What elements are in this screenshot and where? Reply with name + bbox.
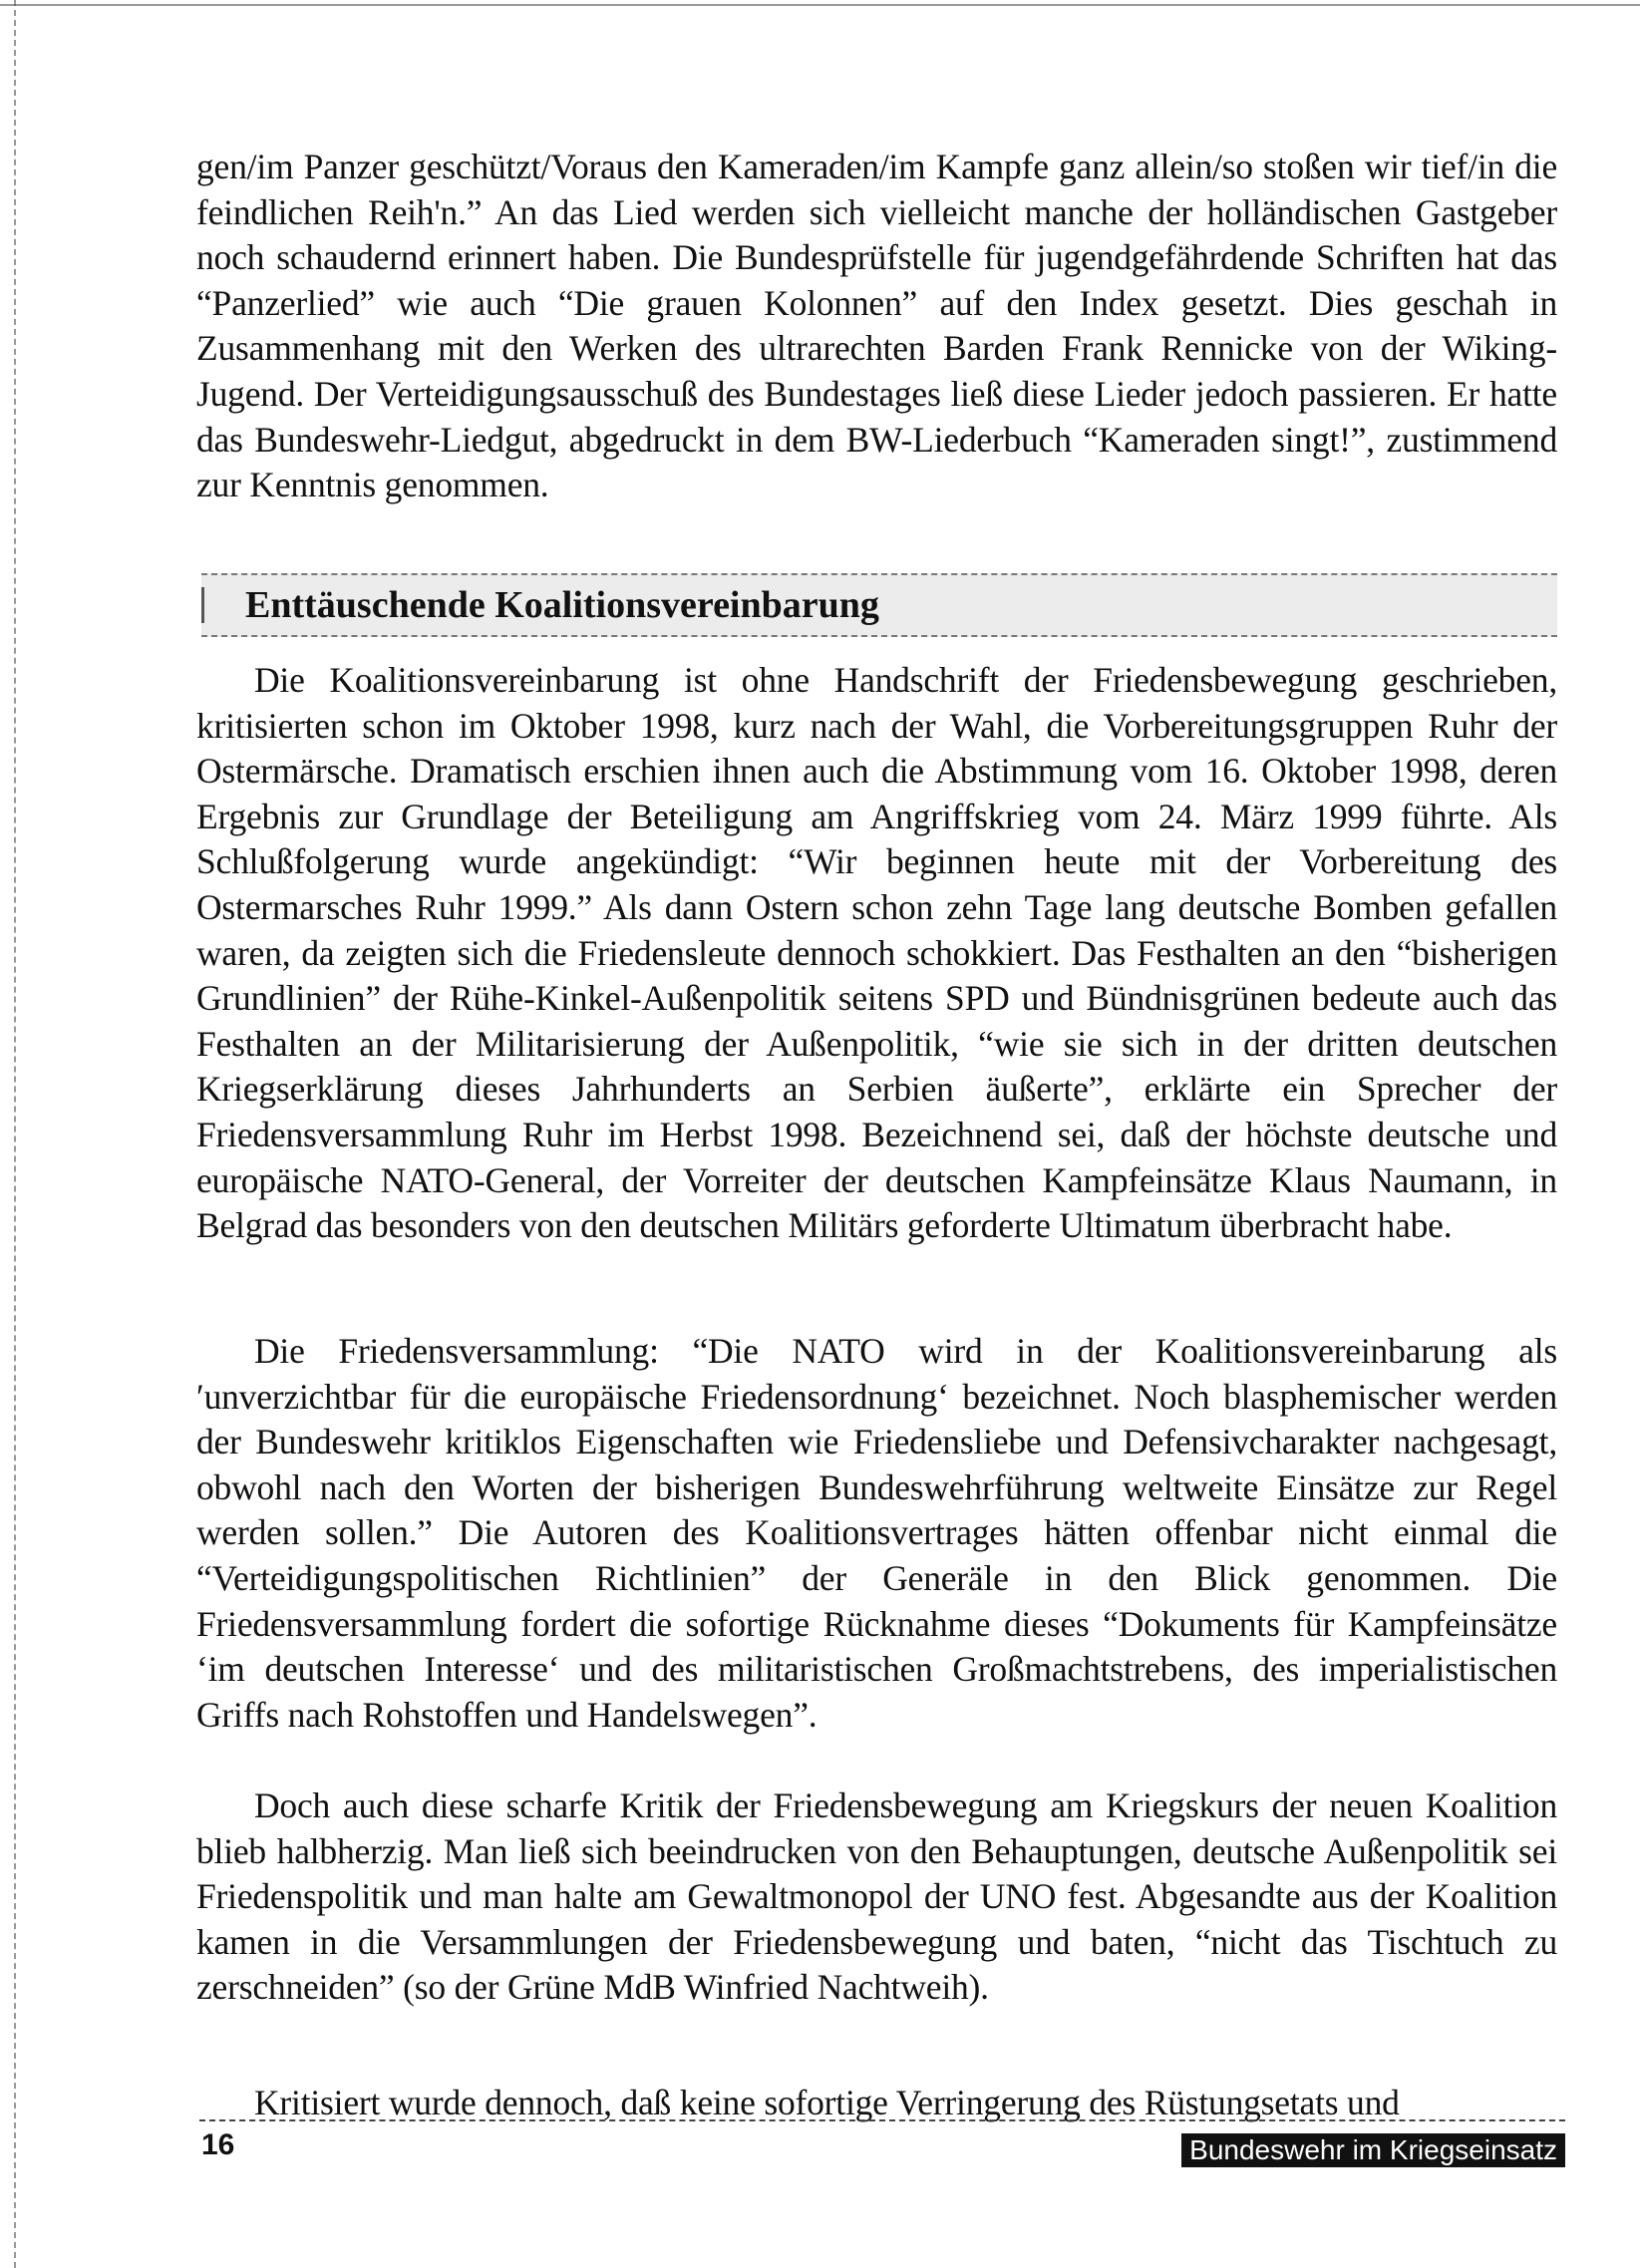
- footer-divider: [199, 2119, 1565, 2121]
- scan-binding-edge: [0, 0, 16, 2268]
- paragraph: [196, 658, 1557, 1249]
- page-number: 16: [201, 2128, 235, 2161]
- paragraph-text: gen/im Panzer geschützt/Voraus den Kameraden/im Kampfe ganz allein/so stoßen wir tief/in die feindlichen Reih'n.” An das Lied werden sich vielleicht manche der holländischen Gastgeber noch schaudernd erinnert haben. Die Bundesprüfstelle für jugendgefährdende Schriften hat das “Panzerlied” wie auch “Die grauen Kolonnen” auf den Index gesetzt. Dies geschah in Zusammenhang mit den Werken des ultrarechten Barden Frank Rennicke von der Wiking-Jugend. Der Verteidigungsausschuß des Bundestages ließ diese Lieder jedoch passieren. Er hatte das Bundeswehr-Liedgut, abgedruckt in dem BW-Liederbuch “Kameraden singt!”, zustimmend zur Kenntnis genommen.: [196, 147, 1557, 505]
- paragraph-text: Doch auch diese scharfe Kritik der Friedensbewegung am Kriegskurs der neuen Koalition blieb halbherzig. Man ließ sich beeindrucken von den Behauptungen, deutsche Außenpolitik sei Friedenspolitik und man halte am Gewaltmonopol der UNO fest. Abgesandte aus der Koalition kamen in die Versammlungen der Friedensbewegung und baten, “nicht das Tischtuch zu zerschneiden” (so der Grüne MdB Winfried Nachtweih).: [196, 1785, 1557, 2008]
- heading-marker: [201, 587, 204, 623]
- publication-label: Bundeswehr im Kriegseinsatz: [1181, 2133, 1565, 2167]
- section-heading: Enttäuschende Koalitionsvereinbarung: [245, 584, 879, 626]
- section-heading-box: [201, 573, 1557, 637]
- paragraph-text: Die Koalitionsvereinbarung ist ohne Handschrift der Friedensbewegung geschrieben, kritisierten schon im Oktober 1998, kurz nach der Wahl, die Vorbereitungsgruppen Ruhr der Ostermärsche. Dramatisch erschien ihnen auch die Abstimmung vom 16. Oktober 1998, deren Ergebnis zur Grundlage der Beteiligung am Angriffskrieg vom 24. März 1999 führte. Als Schlußfolgerung wurde angekündigt: “Wir beginnen heute mit der Vorbereitung des Ostermarsches Ruhr 1999.” Als dann Ostern schon zehn Tage lang deutsche Bomben gefallen waren, da zeigten sich die Friedensleute dennoch schokkiert. Das Festhalten an den “bisherigen Grundlinien” der Rühe-Kinkel-Außenpolitik seitens SPD und Bündnisgrünen bedeute auch das Festhalten an der Militarisierung der Außenpolitik, “wie sie sich in der dritten deutschen Kriegserklärung dieses Jahrhunderts an Serbien äußerte”, erklärte ein Sprecher der Friedensversammlung Ruhr im Herbst 1998. Bezeichnend sei, daß der höchste deutsche und europäische NATO-General, der Vorreiter der deutschen Kampfeinsätze Klaus Naumann, in Belgrad das besonders von den deutschen Militärs geforderte Ultimatum überbracht habe.: [196, 660, 1557, 1246]
- page-top-edge: [0, 4, 1640, 6]
- paragraph: [196, 1783, 1557, 2011]
- paragraph-text: Die Friedensversammlung: “Die NATO wird in der Koalitionsvereinbarung als ′unverzichtbar für die europäische Friedensordnung‘ bezeichnet. Noch blasphemischer werden der Bundeswehr kritiklos Eigenschaften wie Friedensliebe und Defensivcharakter nachgesagt, obwohl nach den Worten der bisherigen Bundeswehrführung weltweite Einsätze zur Regel werden sollen.” Die Autoren des Koalitionsvertrages hätten offenbar nicht einmal die “Verteidigungspolitischen Richtlinien” der Generäle in den Blick genommen. Die Friedensversammlung fordert die sofortige Rücknahme dieses “Dokuments für Kampfeinsätze ‘im deutschen Interesse‘ und des militaristischen Großmachtstrebens, des imperialistischen Griffs nach Rohstoffen und Handelswegen”.: [196, 1331, 1557, 1735]
- paragraph-text: Kritisiert wurde dennoch, daß keine sofortige Verringerung des Rüstungsetats und: [254, 2083, 1400, 2122]
- paragraph-continuation: [196, 145, 1557, 508]
- paragraph: [196, 1329, 1557, 1738]
